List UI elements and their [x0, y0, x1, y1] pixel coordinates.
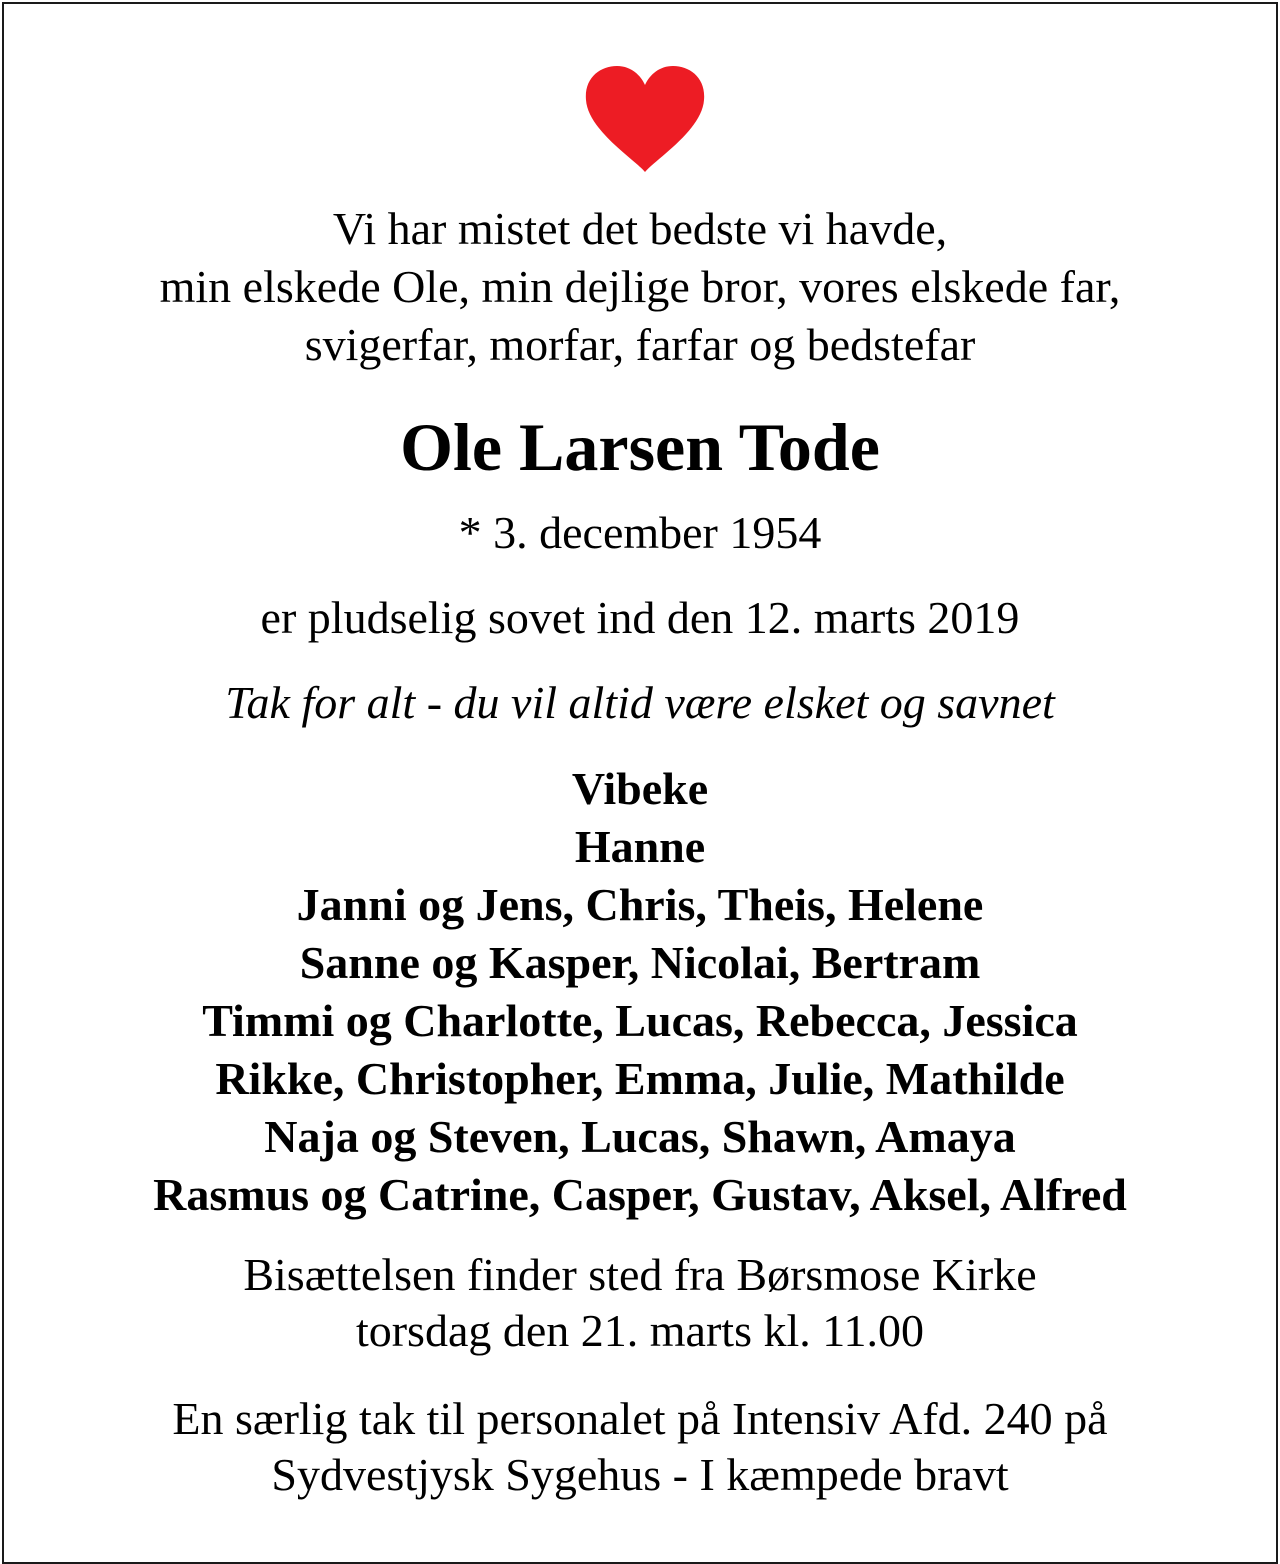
birth-date: * 3. december 1954: [458, 507, 822, 558]
funeral-info: [4, 1247, 1276, 1359]
family-line: Sanne og Kasper, Nicolai, Bertram: [299, 937, 981, 988]
family-list: [4, 760, 1276, 1224]
intro-line: svigerfar, morfar, farfar og bedstefar: [304, 319, 976, 370]
family-line: Hanne: [574, 821, 706, 872]
family-line: Timmi og Charlotte, Lucas, Rebecca, Jessica: [202, 995, 1078, 1046]
obituary-frame: [2, 2, 1278, 1564]
family-line: Vibeke: [571, 763, 709, 814]
heart-icon: [584, 64, 706, 174]
death-date: er pludselig sovet ind den 12. marts 2019: [260, 592, 1020, 643]
deceased-name: Ole Larsen Tode: [400, 409, 880, 485]
intro-line: Vi har mistet det bedste vi havde,: [332, 203, 948, 254]
intro-line: min elskede Ole, min dejlige bror, vores elskede far,: [159, 261, 1121, 312]
family-line: Rasmus og Catrine, Casper, Gustav, Aksel, Alfred: [153, 1169, 1127, 1220]
memorial-quote: Tak for alt - du vil altid være elsket og savnet: [225, 677, 1055, 728]
thanks-line: En særlig tak til personalet på Intensiv Afd. 240 på: [172, 1393, 1108, 1444]
funeral-line: Bisættelsen finder sted fra Børsmose Kirke: [243, 1249, 1037, 1300]
funeral-line: torsdag den 21. marts kl. 11.00: [355, 1305, 925, 1356]
thanks-line: Sydvestjysk Sygehus - I kæmpede bravt: [271, 1449, 1009, 1500]
family-line: Janni og Jens, Chris, Theis, Helene: [296, 879, 984, 930]
family-line: Naja og Steven, Lucas, Shawn, Amaya: [264, 1111, 1016, 1162]
intro-text: [4, 200, 1276, 374]
thanks-note: [4, 1391, 1276, 1503]
family-line: Rikke, Christopher, Emma, Julie, Mathilde: [215, 1053, 1065, 1104]
